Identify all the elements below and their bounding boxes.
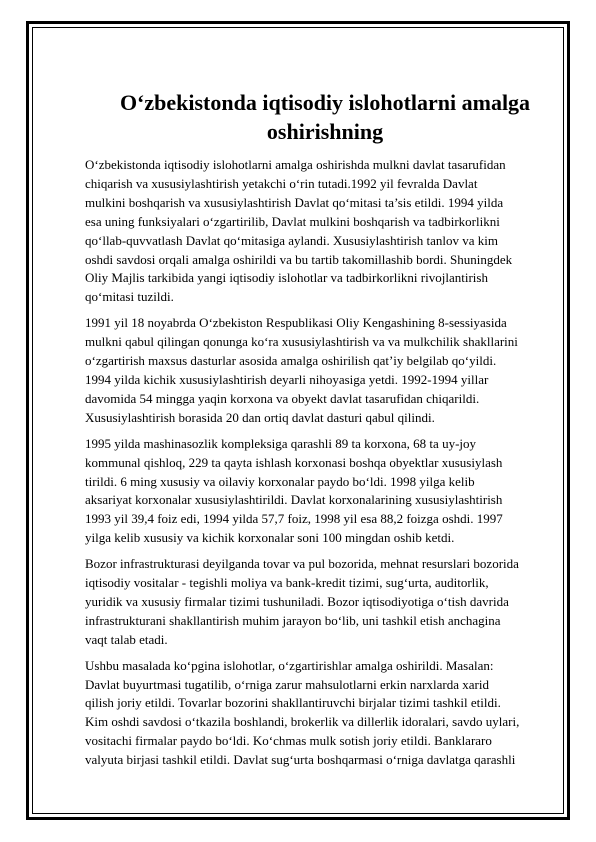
paragraph-2: 1991 yil 18 noyabrda O‘zbekiston Respublikasi Oliy Kengashining 8-sessiyasida mulkni qabul qilingan qonunga ko‘ra xususiylashtirish va va mulkchilik shakllarini o‘zgartirish maxsus dasturlar asosida amalga oshirilish qat’iy belgilab qo‘yildi. 1994 yilda kichik xususiylashtirish deyarli nihoyasiga yetdi. 1992-1994 yillar davomida 54 mingga yaqin korxona va obyekt davlat tasarufidan chiqarildi. Xususiylashtirish borasida 20 dan ortiq davlat dasturi qabul qilindi.: [85, 315, 518, 425]
document-body: [85, 88, 565, 777]
paragraph-5: Ushbu masalada ko‘pgina islohotlar, o‘zgartirishlar amalga oshirildi. Masalan: Davlat buyurtmasi tugatilib, o‘rniga zarur mahsulotlarni erkin narxlarda xarid qilish joriy etildi. Tovarlar bozorini shakllantiruvchi birjalar tizimi tashkil etildi. Kim oshdi savdosi o‘tkazila boshlandi, brokerlik va dillerlik idoralari, savdo uylari, vositachi firmalar paydo bo‘ldi. Ko‘chmas mulk sotish joriy etildi. Banklararo valyuta birjasi tashkil etildi. Davlat sug‘urta boshqarmasi o‘rniga davlatga qarashli: [85, 657, 520, 768]
paragraph-1: O‘zbekistonda iqtisodiy islohotlarni amalga oshirishda mulkni davlat tasarufidan chiqarish va xususiylashtirish yetakchi o‘rin tutadi.1992 yil fevralda Davlat mulkini boshqarish va xususiylashtirish Davlat qo‘mitasi ta’sis etildi. 1994 yilda esa uning funksiyalari o‘zgartirilib, Davlat mulkini boshqarish va tadbirkorlikni qo‘llab-quvvatlash Davlat qo‘mitasiga aylandi. Xususiylashtirish tanlov va kim oshdi savdosi orqali amalga oshirildi va bu tartib takomillashib bordi. Shuningdek Oliy Majlis tarkibida yangi iqtisodiy islohotlar va tadbirkorlikni rivojlantirish qo‘mitasi tuzildi.: [85, 157, 513, 305]
document-title: O‘zbekistonda iqtisodiy islohotlarni amalga oshirishning: [119, 90, 531, 144]
paragraph-3: 1995 yilda mashinasozlik kompleksiga qarashli 89 ta korxona, 68 ta uy-joy kommunal qishloq, 229 ta qayta ishlash korxonasi boshqa obyektlar xususiylash tirildi. 6 ming xususiy va oilaviy korxonalar paydo bo‘ldi. 1998 yilga kelib aksariyat korxonalar xususiylashtirildi. Davlat korxonalarining xususiylashtirish 1993 yil 39,4 foiz edi, 1994 yilda 57,7 foiz, 1998 yil esa 88,2 foizga oshdi. 1997 yilga kelib xususiy va kichik korxonalar soni 100 mingdan oshib ketdi.: [85, 435, 503, 546]
paragraph-4: Bozor infrastrukturasi deyilganda tovar va pul bozorida, mehnat resurslari bozorida iqtisodiy vositalar - tegishli moliya va bank-kredit tizimi, sug‘urta, auditorlik, yuridik va xususiy firmalar tizimi tushuniladi. Bozor iqtisodiyotiga o‘tish davrida infrastrukturani shakllantirish muhim jarayon bo‘lib, uni tashkil etish anchagina vaqt talab etadi.: [85, 556, 519, 647]
